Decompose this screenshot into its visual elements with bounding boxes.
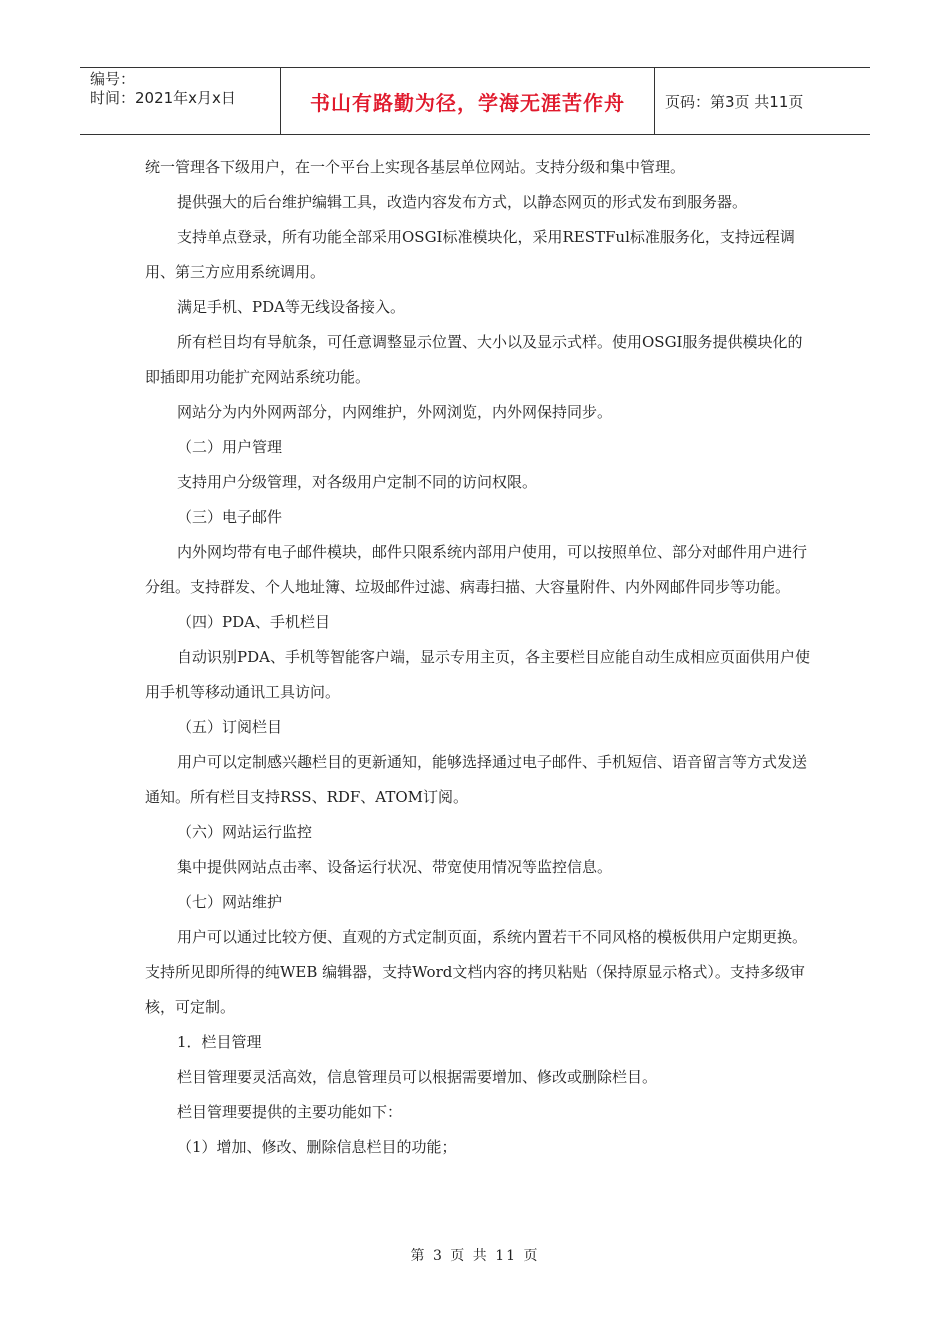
header-meta <box>80 68 281 134</box>
paragraph: 栏目管理要灵活高效，信息管理员可以根据需要增加、修改或删除栏目。 <box>177 1068 658 1086</box>
paragraph: 栏目管理要提供的主要功能如下： <box>177 1103 403 1121</box>
paragraph: 支持用户分级管理，对各级用户定制不同的访问权限。 <box>177 473 538 491</box>
paragraph: （二）用户管理 <box>177 438 283 456</box>
paragraph: 1．栏目管理 <box>177 1033 262 1051</box>
date-label: 时间：2021年x月x日 <box>90 89 236 107</box>
paragraph: 所有栏目均有导航条，可任意调整显示位置、大小以及显示式样。使用OSGI服务提供模块化的即插即用功能扩充网站系统功能。 <box>145 333 803 386</box>
paragraph: （1）增加、修改、删除信息栏目的功能； <box>177 1138 457 1156</box>
header-motto: 书山有路勤为径，学海无涯苦作舟 <box>281 68 655 134</box>
code-label: 编号： <box>90 70 136 88</box>
paragraph: （五）订阅栏目 <box>177 718 283 736</box>
page-header <box>80 67 870 135</box>
paragraph: 集中提供网站点击率、设备运行状况、带宽使用情况等监控信息。 <box>177 858 613 876</box>
paragraph: 网站分为内外网两部分，内网维护，外网浏览，内外网保持同步。 <box>177 403 613 421</box>
page-footer: 第 3 页 共 11 页 <box>410 1248 540 1264</box>
paragraph: 提供强大的后台维护编辑工具，改造内容发布方式，以静态网页的形式发布到服务器。 <box>177 193 748 211</box>
paragraph: 统一管理各下级用户，在一个平台上实现各基层单位网站。支持分级和集中管理。 <box>145 158 686 176</box>
paragraph: 支持单点登录，所有功能全部采用OSGI标准模块化，采用RESTFul标准服务化，支持远程调用、第三方应用系统调用。 <box>145 228 795 281</box>
header-page-info: 页码：第3页 共11页 <box>665 92 804 111</box>
paragraph: （六）网站运行监控 <box>177 823 313 841</box>
paragraph: 用户可以定制感兴趣栏目的更新通知，能够选择通过电子邮件、手机短信、语音留言等方式发送通知。所有栏目支持RSS、RDF、ATOM订阅。 <box>145 753 808 806</box>
paragraph: 自动识别PDA、手机等智能客户端，显示专用主页，各主要栏目应能自动生成相应页面供用户使用手机等移动通讯工具访问。 <box>145 648 810 701</box>
paragraph: （七）网站维护 <box>177 893 283 911</box>
paragraph: （四）PDA、手机栏目 <box>177 613 330 631</box>
document-body <box>145 150 810 1165</box>
paragraph: 满足手机、PDA等无线设备接入。 <box>177 298 405 316</box>
paragraph: （三）电子邮件 <box>177 508 283 526</box>
paragraph: 内外网均带有电子邮件模块，邮件只限系统内部用户使用，可以按照单位、部分对邮件用户进行分组。支持群发、个人地址簿、垃圾邮件过滤、病毒扫描、大容量附件、内外网邮件同步等功能。 <box>145 543 808 596</box>
paragraph: 用户可以通过比较方便、直观的方式定制页面，系统内置若干不同风格的模板供用户定期更换。支持所见即所得的纯WEB 编辑器，支持Word文档内容的拷贝粘贴（保持原显示格式）。支持多级审核，可定制。 <box>145 928 808 1016</box>
